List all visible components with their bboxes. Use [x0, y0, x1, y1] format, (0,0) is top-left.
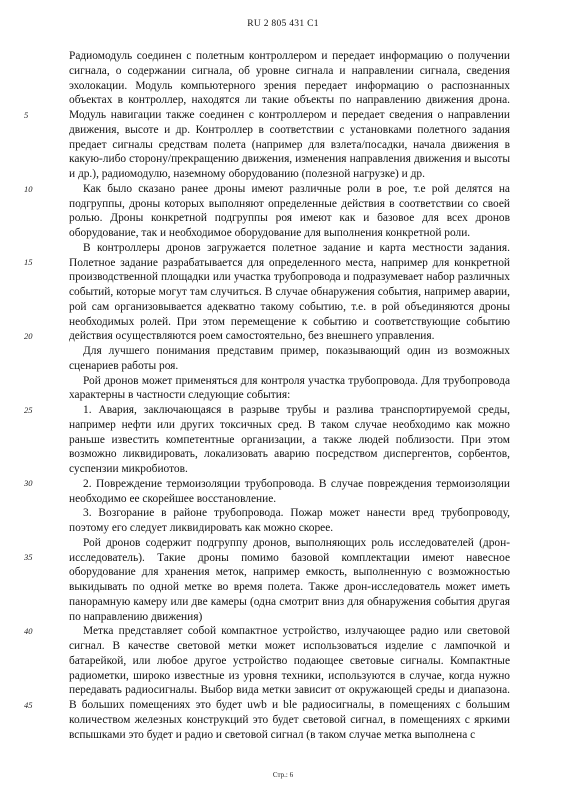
line-number: 35: [24, 552, 33, 562]
paragraph: Для лучшего понимания представим пример, показывающий один из возможных сценариев работы роя.: [69, 345, 510, 372]
paragraph: Рой дронов может применяться для контроля участка трубопровода. Для трубопровода характерны в частности следующие события:: [69, 374, 510, 402]
document-body: [69, 49, 510, 742]
page-label: Стр.: 6: [272, 771, 294, 779]
line-number: 45: [24, 700, 33, 710]
line-number: 20: [24, 331, 33, 341]
paragraph: Рой дронов содержит подгруппу дронов, выполняющих роль исследователей (дрон-исследователь). Такие дроны помимо базовой комплектации имеют навесное оборудование для хранения меток, например емкость, выполненную с возможностью выкидывать по одной метке во время полета. Также дрон-исследователь может иметь панорамную камеру или две камеры (одна смотрит вниз для обнаружения события другая по направлению движения): [69, 536, 510, 623]
paragraph: В контроллеры дронов загружается полетное задание и карта местности задания. Полетное задание разрабатывается для определенного места, например для конкретной производственной площадки или участка трубопровода и подразумевает набор различных событий, которые могут там случиться. В случае обнаружения события, например аварии, рой сам организовывается адекватно такому событию, т.е. в рой объединяются дроны необходимых ролей. При этом перемещение к событию и соответствующие событию действия осуществляются роем самостоятельно, без внешнего управления.: [69, 241, 510, 343]
line-number: 40: [24, 626, 33, 636]
paragraph: Как было сказано ранее дроны имеют различные роли в рое, т.е рой делятся на подгруппы, дроны которых выполняют определенные действия в соответствии со своей ролью. Дроны конкретной подгруппы роя имеют как и базовое для всех дронов оборудование, так и необходимое оборудование для выполнения конкретной роли.: [69, 182, 510, 239]
line-number: 15: [24, 257, 33, 267]
paragraph: 2. Повреждение термоизоляции трубопровода. В случае повреждения термоизоляции необходимо ее скорейшее восстановление.: [69, 477, 510, 505]
paragraph: Метка представляет собой компактное устройство, излучающее радио или световой сигнал. В качестве световой метки может использоваться изделие с лампочкой и батарейкой, или любое другое устройство подающее световые сигналы. Компактные радиометки, широко известные из уровня техники, используются в случае, когда нужно передавать радиосигналы. Выбор вида метки зависит от окружающей среды и диапазона. В больших помещениях это будет uwb и ble радиосигналы, в помещениях с большим количеством железных конструкций это будет световой сигнал, в помещениях с яркими вспышками это будет и радио и световой сигнал (в таком случае метка выполнена с: [69, 625, 510, 741]
line-number: 25: [24, 405, 33, 415]
line-number: 10: [24, 184, 33, 194]
paragraph: 3. Возгорание в районе трубопровода. Пожар может нанести вред трубопроводу, поэтому его следует ликвидировать как можно скорее.: [69, 507, 510, 534]
paragraph: Радиомодуль соединен с полетным контроллером и передает информацию о получении сигнала, о содержании сигнала, об уровне сигнала и направлении сигнала, сведения эхолокации. Модуль компьютерного зрения передает информацию о распознанных объектах в контроллер, находятся ли такие объекты по направлению движения дрона. Модуль навигации также соединен с контроллером и передает сведения о направлении движения, высоте и др. Контроллер в соответствии с установками полетного задания предает сигналы средствам полета (например для взлета/посадки, начала движения в какую-либо сторону/прекращению движения, изменения направления движения и высоты и др.), радиомодулю, наземному оборудованию (полезной нагрузке) и др.: [69, 50, 510, 180]
line-number: 30: [24, 478, 33, 488]
paragraph: 1. Авария, заключающаяся в разрыве трубы и разлива транспортируемой среды, например нефти или других токсичных сред. В таком случае необходимо как можно раньше известить компетентные организации, а также людей поблизости. При этом возможно ликвидировать, локализовать аварию посредством диспергентов, сорбентов, суспензии микробиотов.: [69, 404, 510, 475]
patent-number-header: RU 2 805 431 C1: [247, 19, 319, 29]
line-number: 5: [24, 110, 29, 120]
